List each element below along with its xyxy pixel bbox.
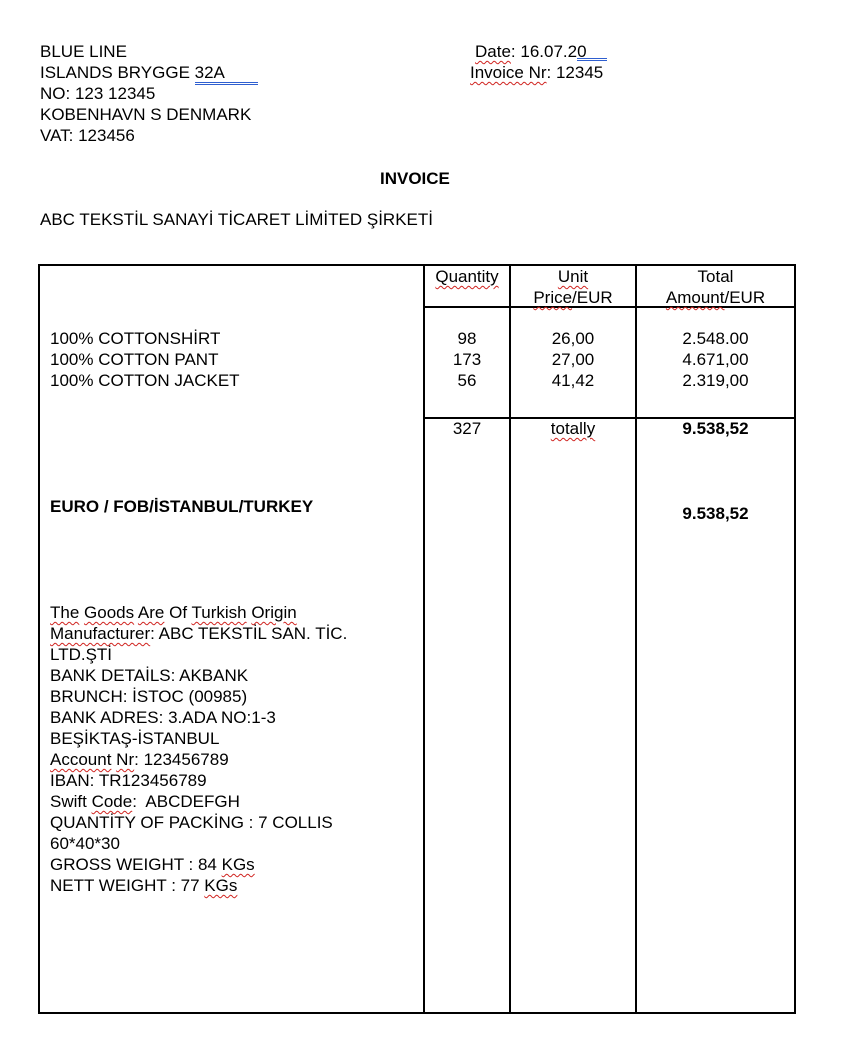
packing-dimensions: 60*40*30: [50, 834, 120, 853]
totals-label: totally: [550, 419, 596, 438]
item-description: 100% COTTONSHİRT: [50, 329, 221, 348]
invoice-number-line: [470, 62, 603, 83]
bank-details: BANK DETAİLS: AKBANK: [50, 666, 249, 685]
document-title: INVOICE: [380, 169, 450, 188]
item-unit-price: 41,42: [551, 371, 595, 390]
invoice-notes: [50, 602, 347, 896]
delivery-terms: EURO / FOB/İSTANBUL/TURKEY: [50, 497, 314, 516]
nett-weight: NETT WEIGHT : 77 KGs: [50, 876, 238, 895]
item-total: 2.319,00: [682, 371, 749, 390]
invoice-table: [38, 264, 796, 1014]
bank-address-cont: BEŞİKTAŞ-İSTANBUL: [50, 729, 220, 748]
gross-weight: GROSS WEIGHT : 84 KGs: [50, 855, 255, 874]
grand-total: 9.538,52: [682, 419, 749, 438]
sender-vat: VAT: 123456: [40, 126, 135, 145]
item-unit-prices: [511, 328, 635, 391]
invoice-meta: [470, 41, 603, 83]
sender-name: BLUE LINE: [40, 42, 127, 61]
origin-note: The Goods Are Of Turkish Origin: [50, 603, 297, 622]
bank-address: BANK ADRES: 3.ADA NO:1-3: [50, 708, 276, 727]
sender-city: KOBENHAVN S DENMARK: [40, 105, 252, 124]
swift-code: Swift Code: ABCDEFGH: [50, 792, 240, 811]
item-descriptions: [50, 328, 240, 391]
manufacturer-note-cont: LTD.ŞTİ: [50, 645, 113, 664]
item-description: 100% COTTON JACKET: [50, 371, 240, 390]
sender-address: [40, 41, 258, 146]
bank-branch: BRUNCH: İSTOC (00985): [50, 687, 248, 706]
item-quantity: 56: [457, 371, 477, 390]
item-quantity: 98: [457, 329, 477, 348]
buyer-name: ABC TEKSTİL SANAYİ TİCARET LİMİTED ŞİRKETİ: [40, 210, 433, 229]
manufacturer-note: Manufacturer: ABC TEKSTİL SAN. TİC.: [50, 624, 348, 643]
item-quantity: 173: [452, 350, 482, 369]
account-number: Account Nr: 123456789: [50, 750, 229, 769]
header-quantity: Quantity: [435, 267, 499, 286]
packing-quantity: QUANTİTY OF PACKİNG : 7 COLLIS: [50, 813, 333, 832]
invoice-number-value: : 12345: [546, 63, 604, 82]
date-value: : 16.07.20: [510, 42, 587, 61]
grammar-mark: [577, 58, 607, 61]
total-quantity: 327: [452, 419, 482, 438]
item-total: 2.548.00: [682, 329, 749, 348]
sender-street: ISLANDS BRYGGE 32A: [40, 62, 258, 83]
item-total: 4.671,00: [682, 350, 749, 369]
street-number: 32A: [195, 63, 258, 85]
invoice-number-label: Invoice Nr: [470, 63, 547, 82]
date-label: Date: [475, 42, 511, 61]
terms-amount: 9.538,52: [682, 504, 749, 523]
item-description: 100% COTTON PANT: [50, 350, 219, 369]
sender-no: NO: 123 12345: [40, 84, 156, 103]
item-unit-price: 27,00: [551, 350, 595, 369]
header-unit-price: Unit Price/EUR: [533, 267, 613, 307]
item-quantities: [425, 328, 509, 391]
header-total-amount: Total Amount/EUR: [665, 267, 766, 307]
item-unit-price: 26,00: [551, 329, 595, 348]
item-totals: [637, 328, 794, 391]
iban: IBAN: TR123456789: [50, 771, 207, 790]
